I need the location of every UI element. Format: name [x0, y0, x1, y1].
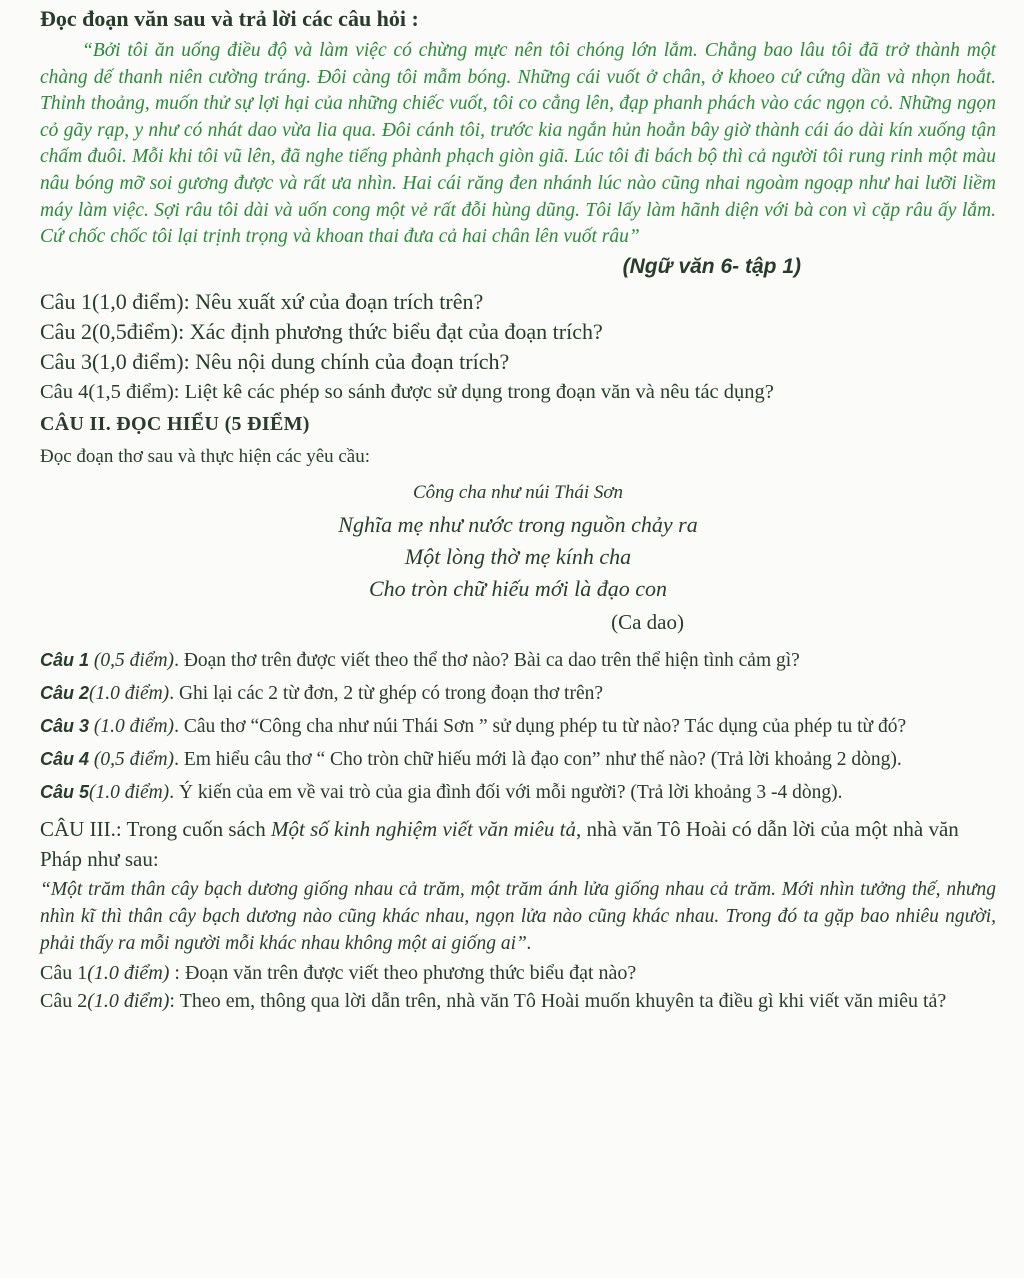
section3-intro: CÂU III.: Trong cuốn sách Một số kinh nghiệm viết văn miêu tả, nhà văn Tô Hoài có dẫn lời của một nhà văn Pháp như sau: — [40, 816, 959, 871]
poem-line-1: Công cha như núi Thái Sơn — [413, 481, 623, 503]
part3-question-1: Câu 1(1.0 điểm) : Đoạn văn trên được viết theo phương thức biểu đạt nào? — [40, 961, 637, 984]
part2-question-1: Câu 1 (0,5 điểm). Đoạn thơ trên được viết theo thể thơ nào? Bài ca dao trên thể hiện tình cảm gì? — [40, 649, 800, 671]
part1-question-3: Câu 3(1,0 điểm): Nêu nội dung chính của đoạn trích? — [40, 348, 510, 374]
part3-questions — [40, 959, 996, 1015]
passage-body: “Bởi tôi ăn uống điều độ và làm việc có chừng mực nên tôi chóng lớn lắm. Chẳng bao lâu tôi đã trở thành một chàng dế thanh niên cường tráng. Đôi càng tôi mẫm bóng. Những cái vuốt ở chân, ở khoeo cứ cứng dần và nhọn hoắt. Thỉnh thoảng, muốn thử sự lợi hại của những chiếc vuốt, tôi co cẳng lên, đạp phanh phách vào các ngọn cỏ. Những ngọn cỏ gãy rạp, y như có nhát dao vừa lia qua. Đôi cánh tôi, trước kia ngắn hủn hoẳn bây giờ thành cái áo dài kín xuống tận chấm đuôi. Mỗi khi tôi vũ lên, đã nghe tiếng phành phạch giòn giã. Lúc tôi đi bách bộ thì cả người tôi rung rinh một màu nâu bóng mỡ soi gương được và rất ưa nhìn. Hai cái răng đen nhánh lúc nào cũng nhai ngoàm ngoạp như hai lưỡi liềm máy làm việc. Sợi râu tôi dài và uốn cong một vẻ rất đỗi hùng dũng. Tôi lấy làm hãnh diện với bà con vì cặp râu ấy lắm. Cứ chốc chốc tôi lại trịnh trọng và khoan thai đưa cả hai chân lên vuốt râu” — [40, 40, 996, 248]
part1-question-2: Câu 2(0,5điểm): Xác định phương thức biểu đạt của đoạn trích? — [40, 318, 603, 344]
part1-questions — [40, 287, 996, 407]
part2-question-2: Câu 2(1.0 điểm). Ghi lại các 2 từ đơn, 2 từ ghép có trong đoạn thơ trên? — [40, 682, 604, 704]
section2-instruction: Đọc đoạn thơ sau và thực hiện các yêu cầu: — [40, 445, 371, 467]
part1-question-1: Câu 1(1,0 điểm): Nêu xuất xứ của đoạn trích trên? — [40, 288, 484, 314]
part2-question-5: Câu 5(1.0 điểm). Ý kiến của em về vai trò của gia đình đối với mỗi người? (Trả lời khoảng 3 -4 dòng). — [40, 781, 843, 803]
part3-question-2: Câu 2(1.0 điểm): Theo em, thông qua lời dẫn trên, nhà văn Tô Hoài muốn khuyên ta điều gì khi viết văn miêu tả? — [40, 989, 947, 1012]
part2-questions — [40, 645, 996, 808]
section3-quote: “Một trăm thân cây bạch dương giống nhau cả trăm, một trăm ánh lửa giống nhau cả trăm. Mới nhìn tưởng thế, nhưng nhìn kĩ thì thân cây bạch dương nào cũng khác nhau, ngọn lửa nào cũng khác nhau. Trong đó ta gặp bao nhiêu người, phải thấy ra mỗi người mỗi khác nhau không một ai giống ai”. — [40, 878, 996, 954]
poem-line-2: Nghĩa mẹ như nước trong nguồn chảy ra — [338, 511, 698, 537]
section2-title: CÂU II. ĐỌC HIỂU (5 ĐIỂM) — [40, 412, 310, 435]
poem-source: (Ca dao) — [611, 609, 684, 634]
part2-question-3: Câu 3 (1.0 điểm). Câu thơ “Công cha như núi Thái Sơn ” sử dụng phép tu từ nào? Tác dụng của phép tu từ đó? — [40, 715, 907, 737]
passage-source: (Ngữ văn 6- tập 1) — [622, 254, 801, 278]
part1-question-4: Câu 4(1,5 điểm): Liệt kê các phép so sánh được sử dụng trong đoạn văn và nêu tác dụng? — [40, 380, 774, 403]
poem-line-3: Một lòng thờ mẹ kính cha — [404, 543, 632, 569]
poem-line-4: Cho tròn chữ hiếu mới là đạo con — [368, 575, 668, 601]
reading-heading: Đọc đoạn văn sau và trả lời các câu hỏi : — [40, 6, 419, 31]
passage-text — [40, 38, 996, 251]
poem — [40, 477, 996, 605]
part2-question-4: Câu 4 (0,5 điểm). Em hiểu câu thơ “ Cho tròn chữ hiếu mới là đạo con” như thế nào? (Trả lời khoảng 2 dòng). — [40, 748, 902, 770]
